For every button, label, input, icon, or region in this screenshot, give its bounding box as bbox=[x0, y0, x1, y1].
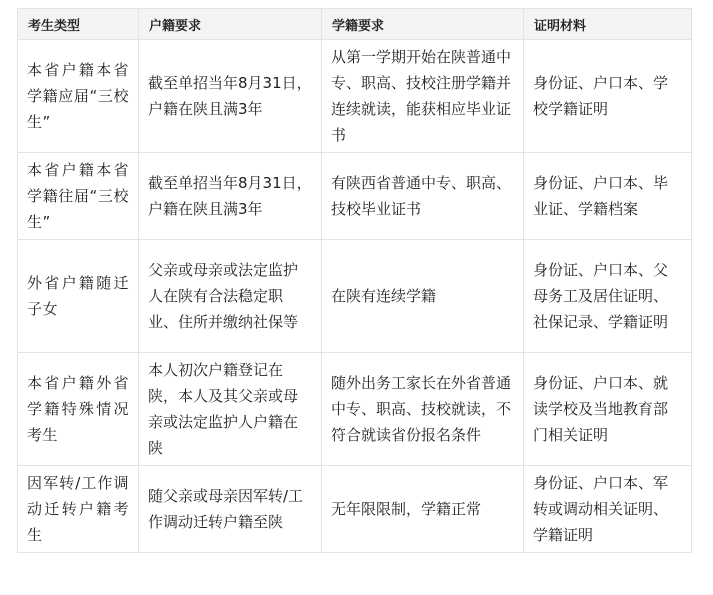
cell-candidate-type: 本省户籍本省学籍应届“三校生” bbox=[18, 40, 139, 153]
cell-documents: 身份证、户口本、父母务工及居住证明、社保记录、学籍证明 bbox=[524, 240, 692, 353]
cell-candidate-type: 外省户籍随迁子女 bbox=[18, 240, 139, 353]
cell-hukou-requirement: 随父亲或母亲因军转/工作调动迁转户籍至陕 bbox=[139, 466, 322, 553]
cell-hukou-requirement: 截至单招当年8月31日，户籍在陕且满3年 bbox=[139, 40, 322, 153]
table-header-row bbox=[18, 9, 692, 40]
cell-xueji-requirement: 从第一学期开始在陕普通中专、职高、技校注册学籍并连续就读，能获相应毕业证书 bbox=[322, 40, 524, 153]
table-row bbox=[18, 153, 692, 240]
table-row bbox=[18, 40, 692, 153]
cell-candidate-type: 本省户籍本省学籍往届“三校生” bbox=[18, 153, 139, 240]
header-hukou-requirement: 户籍要求 bbox=[139, 9, 322, 40]
cell-candidate-type: 因军转/工作调动迁转户籍考生 bbox=[18, 466, 139, 553]
table-row bbox=[18, 466, 692, 553]
header-documents: 证明材料 bbox=[524, 9, 692, 40]
requirements-table bbox=[17, 8, 692, 553]
cell-xueji-requirement: 在陕有连续学籍 bbox=[322, 240, 524, 353]
requirements-table-container bbox=[17, 8, 691, 553]
header-candidate-type: 考生类型 bbox=[18, 9, 139, 40]
cell-hukou-requirement: 截至单招当年8月31日，户籍在陕且满3年 bbox=[139, 153, 322, 240]
cell-hukou-requirement: 本人初次户籍登记在陕，本人及其父亲或母亲或法定监护人户籍在陕 bbox=[139, 353, 322, 466]
cell-candidate-type: 本省户籍外省学籍特殊情况考生 bbox=[18, 353, 139, 466]
cell-xueji-requirement: 有陕西省普通中专、职高、技校毕业证书 bbox=[322, 153, 524, 240]
header-xueji-requirement: 学籍要求 bbox=[322, 9, 524, 40]
cell-documents: 身份证、户口本、学校学籍证明 bbox=[524, 40, 692, 153]
cell-xueji-requirement: 随外出务工家长在外省普通中专、职高、技校就读，不符合就读省份报名条件 bbox=[322, 353, 524, 466]
cell-documents: 身份证、户口本、毕业证、学籍档案 bbox=[524, 153, 692, 240]
table-row bbox=[18, 353, 692, 466]
cell-documents: 身份证、户口本、就读学校及当地教育部门相关证明 bbox=[524, 353, 692, 466]
cell-documents: 身份证、户口本、军转或调动相关证明、学籍证明 bbox=[524, 466, 692, 553]
table-row bbox=[18, 240, 692, 353]
cell-hukou-requirement: 父亲或母亲或法定监护人在陕有合法稳定职业、住所并缴纳社保等 bbox=[139, 240, 322, 353]
cell-xueji-requirement: 无年限限制，学籍正常 bbox=[322, 466, 524, 553]
